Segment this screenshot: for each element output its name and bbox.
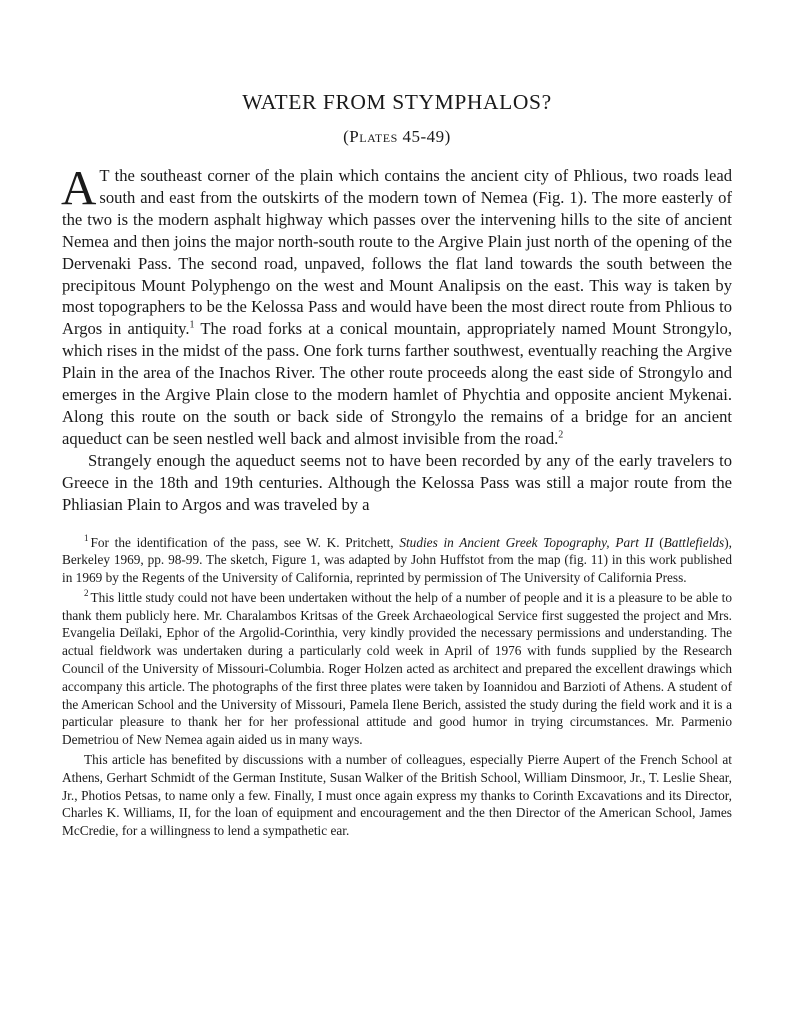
footnote-2-continued: This article has benefited by discussions with a number of colleagues, especially Pierre Aupert of the French School at Athens, Gerhart Schmidt of the German Institute, Susan Walker of the British School, William Dinsmoor, Jr., T. Leslie Shear, Jr., Photios Petsas, to name only a few. Finally, I must once again express my thanks to Corinth Excavations and its Director, Charles K. Williams, II, for the loan of equipment and encouragement and the then Director of the American School, James McCredie, for a willingness to lend a sympathetic ear. [62,752,732,839]
drop-cap: A [61,160,97,215]
paragraph-1 [61,160,732,450]
article-page [62,90,732,840]
paragraph-2: Strangely enough the aqueduct seems not to have been recorded by any of the early travelers to Greece in the 18th and 19th centuries. Although the Kelossa Pass was still a major route from the Phliasian Plain to Argos and was traveled by a [62,450,732,514]
footnote-1-marker: 1 [84,533,89,544]
footnote-1-text-b: ( [653,534,664,550]
footnote-1 [62,534,732,587]
article-body [61,160,732,516]
footnote-1-text-c: ), Berkeley 1969, pp. 98-99. The sketch, Figure 1, was adapted by John Huffstot from the map (fig. 11) in this work published in 1969 by the Regents of the University of California, reprinted by permission of The University of California Press. [62,534,733,586]
footnote-ref-2[interactable]: 2 [558,429,564,441]
footnotes [62,534,732,841]
paragraph-1-text-cont: The road forks at a conical mountain, appropriately named Mount Strongylo, which rises in the midst of the pass. One fork turns farther southwest, eventually reaching the Argive Plain in the area of the Inachos River. The other route proceeds along the east side of Strongylo and emerges in the Argive Plain close to the modern hamlet of Phychtia and opposite ancient Mykenai. Along this route on the south or back side of Strongylo the remains of a bridge for an ancient aqueduct can be seen nestled well back and almost invisible from the road. [62,319,732,448]
footnote-2-marker: 2 [84,588,89,599]
paragraph-1-text: T the southeast corner of the plain which contains the ancient city of Phlious, two roads lead south and east from the outskirts of the modern town of Nemea (Fig. 1). The more easterly of the two is the modern asphalt highway which passes over the intervening hills to the site of ancient Nemea and then joins the major north-south route to the Argive Plain just north of the opening of the Dervenaki Pass. The second road, unpaved, follows the flat land towards the south between the precipitous Mount Polyphengo on the west and Mount Analipsis on the east. This way is taken by most topographers to be the Kelossa Pass and would have been the most direct route from Phlious to Argos in antiquity. [62,166,732,339]
footnote-2-text: This little study could not have been undertaken without the help of a number of people and it is a pleasure to be able to thank them publicly here. Mr. Charalambos Kritsas of the Greek Archaeological Service first suggested the project and Mrs. Evangelia Deïlaki, Ephor of the Argolid-Corinthia, very kindly provided the necessary permissions and understanding. The actual fieldwork was undertaken during a particularly cold week in April of 1976 with funds supplied by the Research Council of the University of Missouri-Columbia. Roger Holzen acted as architect and prepared the excellent drawings which accompany this article. The photographs of the first three plates were taken by Ioannidou and Barzioti of Athens. A student of the American School and the University of Missouri, Pamela Ilene Berich, assisted the study during the field work and it is a particular pleasure to thank her for her professional attitude and good humor in trying circumstances. Mr. Parmenio Demetriou of New Nemea again aided us in many ways. [62,589,732,748]
footnote-1-text: For the identification of the pass, see W. K. Pritchett, [90,534,400,550]
footnote-1-series: Battlefields [663,534,725,550]
footnote-1-book-title: Studies in Ancient Greek Topography, Part II [399,534,654,550]
footnote-ref-1[interactable]: 1 [189,319,195,331]
plates-reference: (Plates 45-49) [343,127,451,146]
article-title: WATER FROM STYMPHALOS? [242,90,552,114]
footnote-2 [62,589,732,749]
